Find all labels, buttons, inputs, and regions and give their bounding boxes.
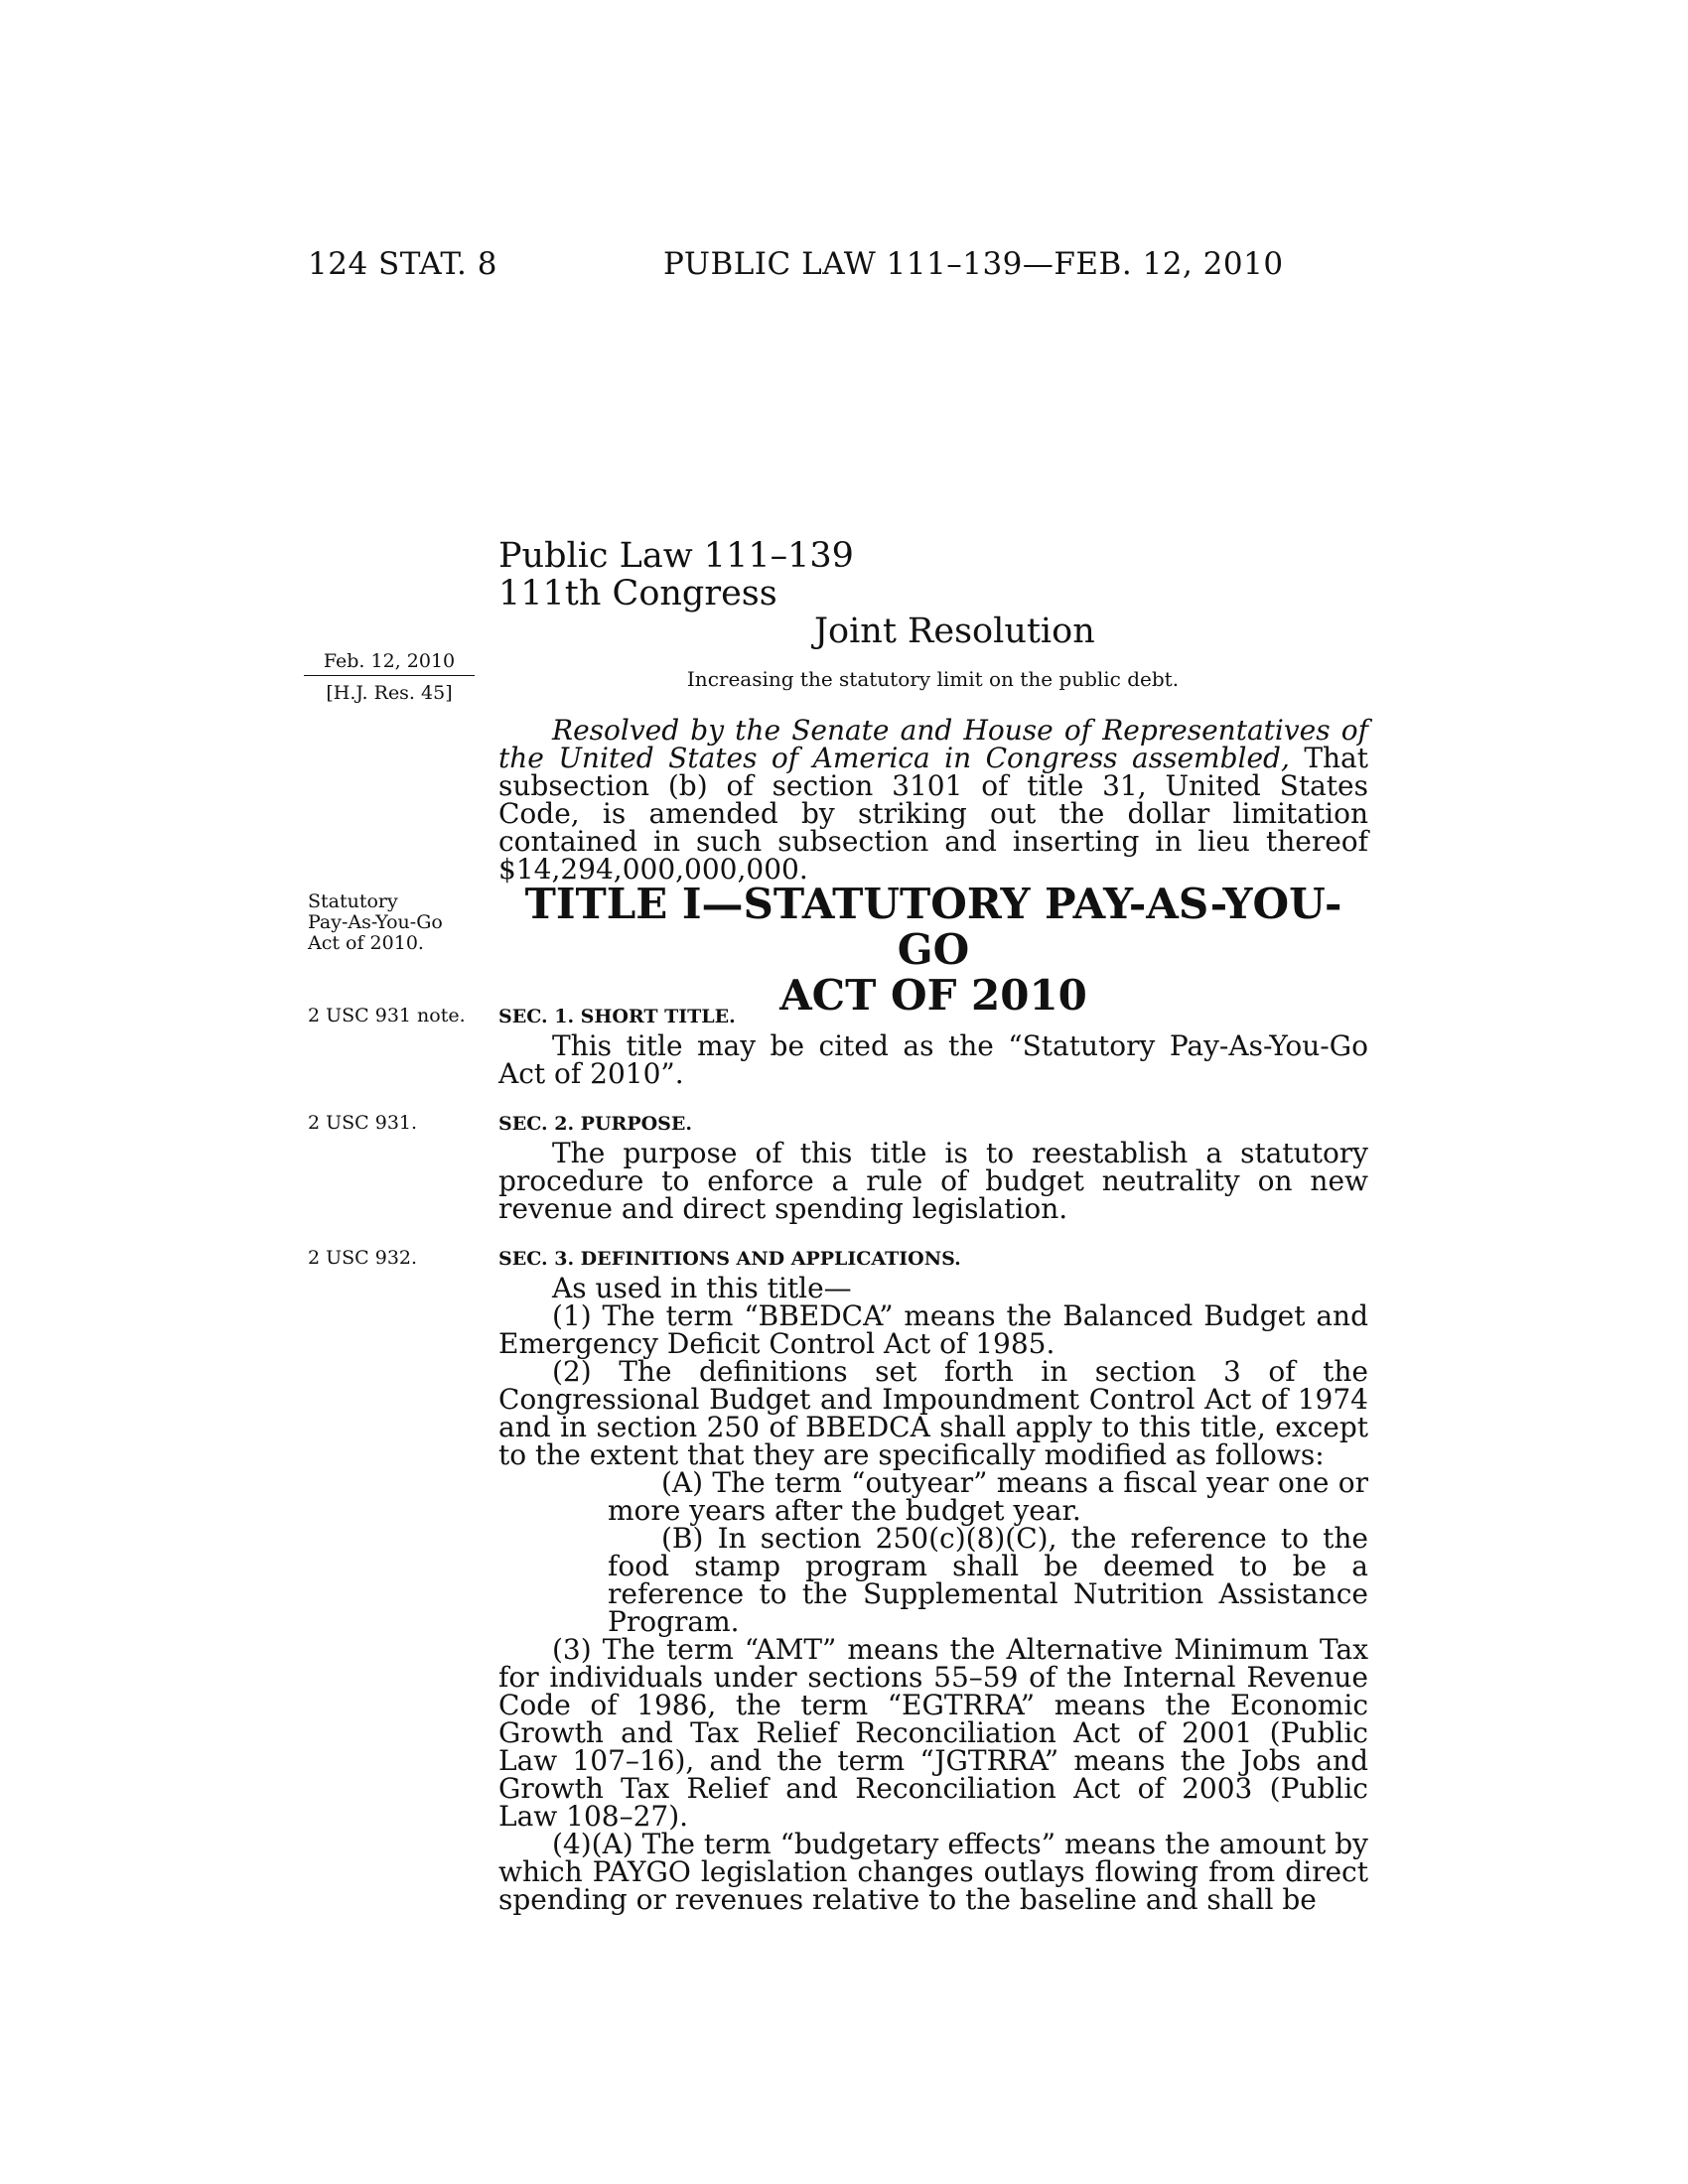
paragraph: (4)(A) The term “budgetary effects” means the amount by which PAYGO legislation changes outlays flowing from direct spending or revenues relative to the baseline and shall be — [498, 1828, 1368, 1916]
section-2-body — [498, 1137, 1368, 1225]
enacting-text: That subsection (b) of section 3101 of title 31, United States Code, is amended by striking out the dollar limitation contained in such subsection and inserting in lieu thereof $14,294,000,000,000. — [498, 742, 1368, 886]
title-heading — [498, 882, 1368, 1019]
margin-note-usc-931-note: 2 USC 931 note. — [308, 1005, 466, 1026]
running-header: PUBLIC LAW 111–139—FEB. 12, 2010 — [663, 246, 1284, 282]
section-3-body — [498, 1272, 1368, 1916]
paragraph: As used in this title— — [552, 1272, 852, 1304]
title-line: ACT OF 2010 — [779, 971, 1087, 1020]
date-margin-box — [304, 650, 475, 704]
margin-date: Feb. 12, 2010 — [304, 650, 475, 676]
margin-note-line: Statutory — [308, 890, 398, 912]
page-stat-citation: 124 STAT. 8 — [308, 246, 497, 282]
margin-note-line: Act of 2010. — [308, 932, 424, 954]
subparagraph: (B) In section 250(c)(8)(C), the reference to the food stamp program shall be deemed to be a reference to the Supplemental Nutrition Assistance Program. — [608, 1522, 1368, 1638]
paragraph: (3) The term “AMT” means the Alternative Minimum Tax for individuals under sections 55–59 of the Internal Revenue Code of 1986, the term “EGTRRA” means the Economic Growth and Tax Relief Reconciliation Act of 2001 (Public Law 107–16), and the term “JGTRRA” means the Jobs and Growth Tax Relief and Reconciliation Act of 2003 (Public Law 108–27). — [498, 1633, 1368, 1833]
subparagraph: (A) The term “outyear” means a fiscal year one or more years after the budget year. — [608, 1466, 1368, 1527]
section-3-heading: SEC. 3. DEFINITIONS AND APPLICATIONS. — [498, 1248, 961, 1270]
paragraph: The purpose of this title is to reestablish a statutory procedure to enforce a rule of budget neutrality on new revenue and direct spending legislation. — [498, 1137, 1368, 1225]
section-2-heading: SEC. 2. PURPOSE. — [498, 1113, 692, 1135]
title-line: TITLE I—STATUTORY PAY-AS-YOU-GO — [524, 880, 1342, 974]
document-type: Joint Resolution — [814, 612, 1095, 651]
enacting-clause — [498, 714, 1368, 886]
public-law-number: Public Law 111–139 — [498, 536, 854, 576]
margin-note-usc-931: 2 USC 931. — [308, 1112, 418, 1134]
section-1-heading: SEC. 1. SHORT TITLE. — [498, 1006, 736, 1027]
section-1-body — [498, 1029, 1368, 1090]
enacting-italic: Resolved by the Senate and House of Representatives of the United States of America in Congress assembled, — [498, 714, 1368, 774]
margin-note-line: Pay-As-You-Go — [308, 911, 443, 933]
paragraph: (1) The term “BBEDCA” means the Balanced Budget and Emergency Deficit Control Act of 1985. — [498, 1299, 1368, 1360]
margin-note-usc-932: 2 USC 932. — [308, 1247, 418, 1269]
margin-resolution: [H.J. Res. 45] — [326, 682, 453, 704]
paragraph: This title may be cited as the “Statutory Pay-As-You-Go Act of 2010”. — [498, 1029, 1368, 1090]
margin-note-statutory — [308, 891, 443, 954]
law-purpose: Increasing the statutory limit on the public debt. — [686, 667, 1180, 691]
congress-label: 111th Congress — [498, 574, 777, 614]
paragraph: (2) The definitions set forth in section 3 of the Congressional Budget and Impoundment Control Act of 1974 and in section 250 of BBEDCA shall apply to this title, except to the extent that they are specifically modified as follows: — [498, 1355, 1368, 1471]
